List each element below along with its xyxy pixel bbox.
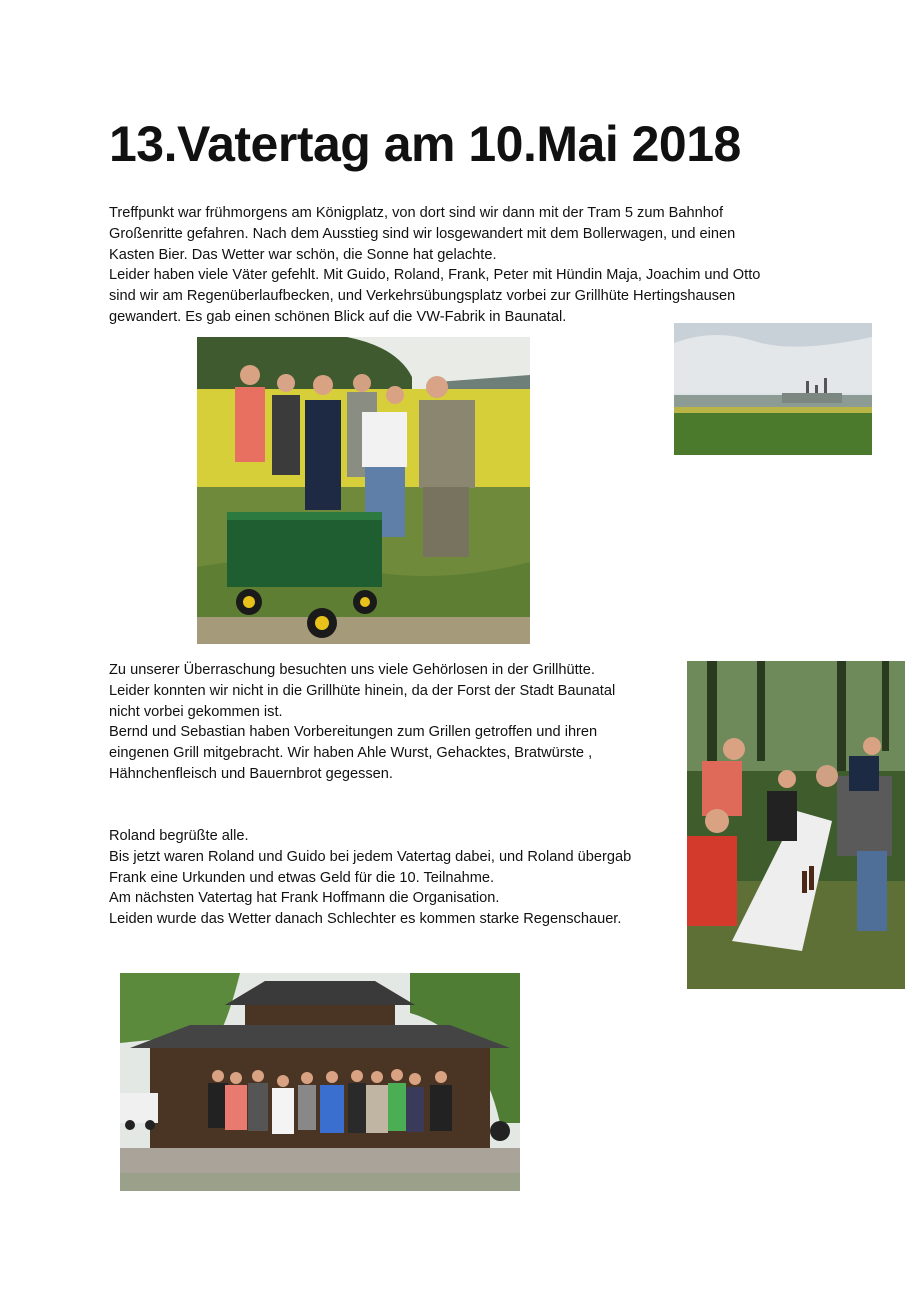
forest-picnic-photo <box>687 661 905 989</box>
text-line: Großenritte gefahren. Nach dem Ausstieg sind wir losgewandert mit dem Bollerwagen, und einen <box>109 225 736 242</box>
text-line: Leider konnten wir nicht in die Grillhüte hinein, da der Forst der Stadt Baunatal <box>109 682 616 699</box>
text-line: Frank eine Urkunden und etwas Geld für die 10. Teilnahme. <box>109 869 495 886</box>
text-line: Bernd und Sebastian haben Vorbereitungen zum Grillen getroffen und ihren <box>109 724 598 741</box>
text-line: Leiden wurde das Wetter danach Schlechter es kommen starke Regenschauer. <box>109 911 622 928</box>
text-line: nicht vorbei gekommen ist. <box>109 703 283 720</box>
text-line: Am nächsten Vatertag hat Frank Hoffmann die Organisation. <box>109 890 500 907</box>
text-line: Leider haben viele Väter gefehlt. Mit Guido, Roland, Frank, Peter mit Hündin Maja, Joachim und Otto <box>109 267 761 284</box>
text-line: Kasten Bier. Das Wetter war schön, die Sonne hat gelachte. <box>109 246 497 263</box>
vw-factory-view-photo <box>674 323 872 455</box>
paragraph-grill-hut <box>109 660 615 785</box>
text-line: Hähnchenfleisch und Bauernbrot gegessen. <box>109 765 393 782</box>
group-field-photo <box>197 337 530 644</box>
text-line: sind wir am Regenüberlaufbecken, und Verkehrsübungsplatz vorbei zur Grillhüte Hertingshausen <box>109 288 736 305</box>
text-line: Treffpunkt war frühmorgens am Königplatz, von dort sind wir dann mit der Tram 5 zum Bahnhof <box>109 205 724 221</box>
text-line: eingenen Grill mitgebracht. Wir haben Ahle Wurst, Gehacktes, Bratwürste , <box>109 745 593 762</box>
page-title: 13.Vatertag am 10.Mai 2018 <box>109 116 741 172</box>
text-line: gewandert. Es gab einen schönen Blick auf die VW-Fabrik in Baunatal. <box>109 308 567 325</box>
grill-hut-group-photo <box>120 973 520 1191</box>
text-line: Bis jetzt waren Roland und Guido bei jedem Vatertag dabei, und Roland übergab <box>109 848 632 865</box>
paragraph-greeting <box>109 826 631 930</box>
paragraph-meeting-point <box>109 203 760 328</box>
text-line: Zu unserer Überraschung besuchten uns viele Gehörlosen in der Grillhütte. <box>109 662 595 678</box>
text-line: Roland begrüßte alle. <box>109 828 249 844</box>
